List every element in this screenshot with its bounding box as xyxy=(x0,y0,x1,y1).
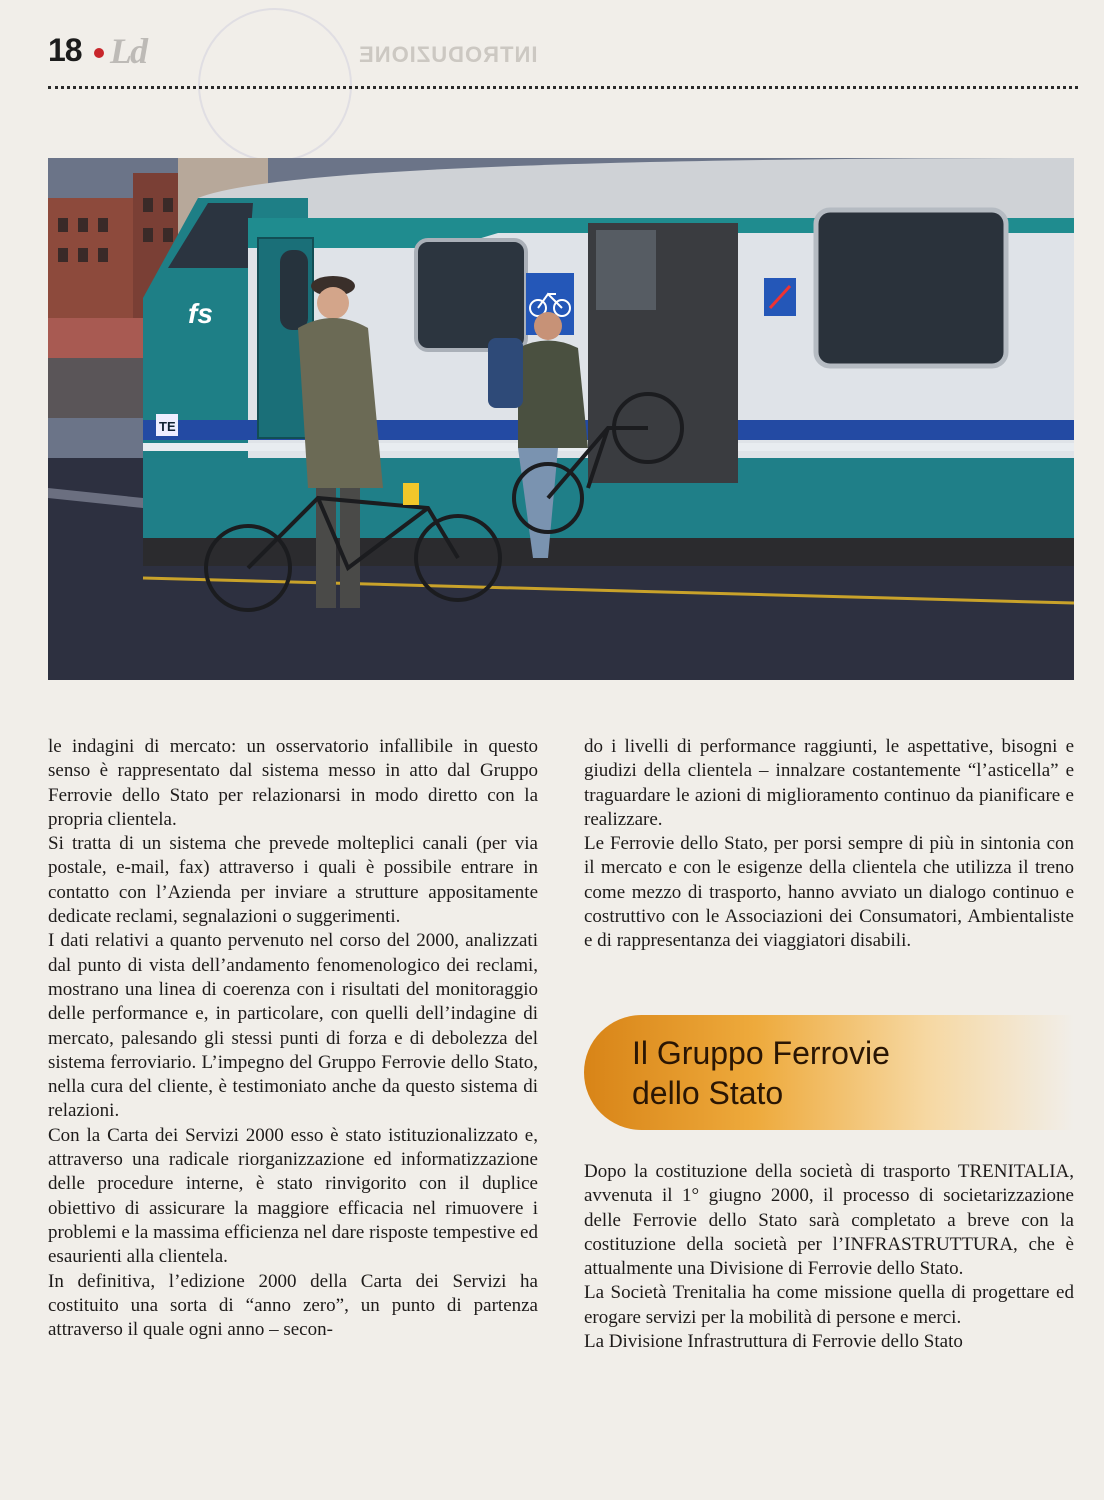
svg-text:fs: fs xyxy=(188,298,213,329)
ink-stamp-mark xyxy=(198,8,352,162)
page-number: 18 xyxy=(48,32,82,68)
section-heading-line: Il Gruppo Ferrovie xyxy=(632,1035,890,1071)
train-photo xyxy=(48,158,1074,680)
publication-logo: Ld xyxy=(110,31,146,71)
paragraph: Con la Carta dei Servizi 2000 esso è stato istituzionalizzato e, attraverso una radicale riorganizzazione ed informatizzazione delle procedure interne, è stato rinvigorito con il duplice obiettivo di assicurare la maggiore efficacia nel rimuovere i problemi e la massima efficienza nel dare risposte tempestive ed esaurienti alla clientela. xyxy=(48,1124,538,1268)
paragraph: Si tratta di un sistema che prevede molteplici canali (per via postale, e-mail, fax) attraverso i quali è possibile entrare in contatto con l’Azienda per inviare a strutture appositamente dedicate reclami, segnalazioni o suggerimenti. xyxy=(48,833,538,928)
paragraph: I dati relativi a quanto pervenuto nel corso del 2000, analizzati dal punto di vista dell’andamento fenomenologico dei reclami, mostrano una linea di coerenza con i risultati del monitoraggio delle performance e, in particolare, con quelli dell’indagine di mercato, palesando gli stessi punti di forza e di debolezza del sistema ferroviario. L’impegno del Gruppo Ferrovie dello Stato, nella cura del cliente, è testimoniato anche da questo sistema di relazioni. xyxy=(48,930,538,1122)
paragraph: Le Ferrovie dello Stato, per porsi sempre di più in sintonia con il mercato e con le esigenze della clientela che utilizza il treno come mezzo di trasporto, hanno avviato un dialogo continuo e costruttivo con le Associazioni dei Consumatori, Ambientaliste e di rappresentanza dei viaggiatori disabili. xyxy=(584,833,1074,952)
section-heading-line: dello Stato xyxy=(632,1075,784,1111)
left-text-column xyxy=(48,735,538,1342)
svg-text:TE: TE xyxy=(159,419,176,434)
paragraph: La Divisione Infrastruttura di Ferrovie dello Stato xyxy=(584,1331,963,1353)
right-text-column-top xyxy=(584,735,1074,954)
paragraph: Dopo la costituzione della società di trasporto TRENITALIA, avvenuta il 1° giugno 2000, il processo di societarizzazione delle Ferrovie dello Stato sarà completato a breve con la costituzione della società per l’INFRASTRUTTURA, che è attualmente una Divisione di Ferrovie dello Stato. xyxy=(584,1161,1074,1280)
page-header xyxy=(48,28,1078,76)
paragraph: In definitiva, l’edizione 2000 della Carta dei Servizi ha costituito una sorta di “anno zero”, un punto di partenza attraverso il quale ogni anno – secon- xyxy=(48,1270,538,1341)
red-dot-separator xyxy=(94,48,104,58)
section-heading xyxy=(632,1033,890,1113)
paragraph: La Società Trenitalia ha come missione quella di progettare ed erogare servizi per la mobilità di persone e merci. xyxy=(584,1282,1074,1328)
paragraph: le indagini di mercato: un osservatorio infallibile in questo senso è rappresentato dal sistema messo in atto dal Gruppo Ferrovie dello Stato per relazionarsi in modo diretto con la propria clientela. xyxy=(48,736,538,830)
paragraph: do i livelli di performance raggiunti, le aspettative, bisogni e giudizi della clientela – innalzare costantemente “l’asticella” e traguardare le azioni di miglioramento continuo da pianificare e realizzare. xyxy=(584,736,1074,830)
dotted-rule xyxy=(48,86,1078,89)
section-heading-box xyxy=(584,1015,1074,1130)
right-text-column-bottom xyxy=(584,1160,1074,1354)
train-illustration xyxy=(48,158,1074,680)
show-through-title: INTRODUZIONE xyxy=(358,42,538,67)
